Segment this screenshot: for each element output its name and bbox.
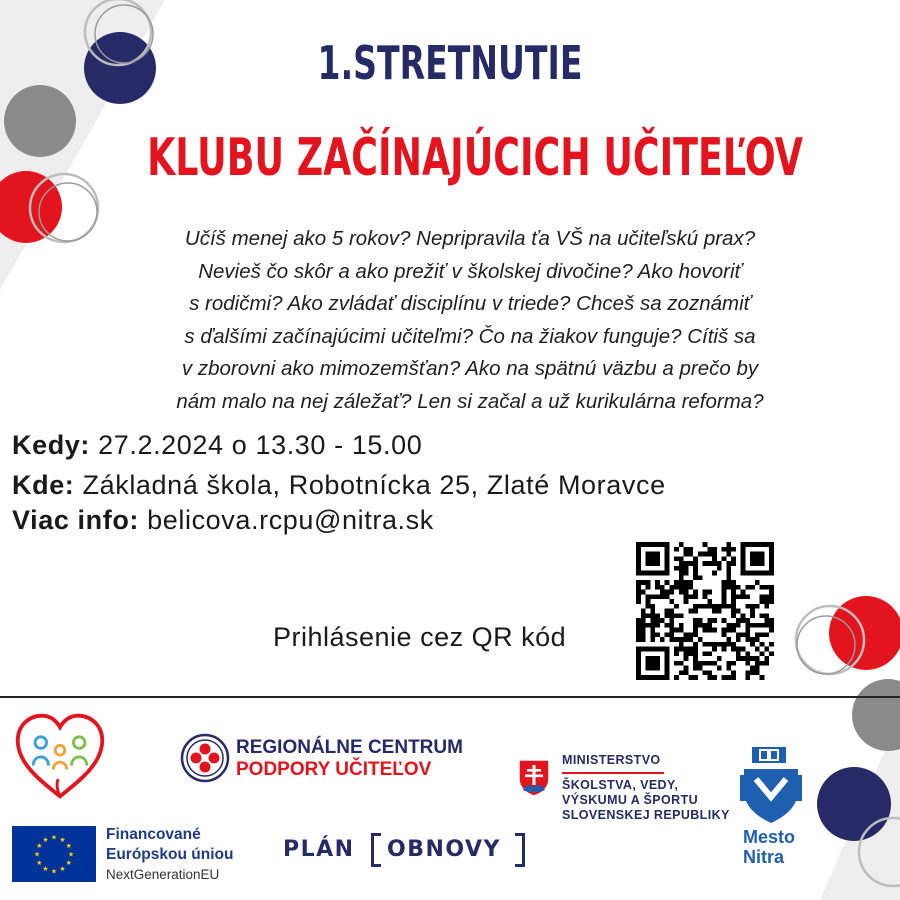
contact-email[interactable]: belicova.rcpu@nitra.sk <box>147 505 434 535</box>
eu-star: ★ <box>65 842 72 850</box>
intro-line: s rodičmi? Ako zvládať disciplínu v triede? Chceš sa zoznámiť <box>189 292 751 315</box>
event-date <box>12 430 422 461</box>
intro-line: Nevieš čo skôr a ako prežiť v školskej divočine? Ako hovoriť <box>198 259 742 283</box>
eu-star: ★ <box>50 833 58 842</box>
ministry-line1: MINISTERSTVO <box>562 753 661 767</box>
intro-line: s ďalšími začínajúcimi učiteľmi? Čo na žiakov funguje? Cítiš sa <box>184 324 756 348</box>
where-label: Kde: <box>12 470 75 500</box>
rcpu-name-line1: REGIONÁLNE CENTRUM <box>236 737 463 758</box>
rcpu-logo <box>180 733 510 787</box>
event-contact <box>12 505 434 536</box>
eu-line3: NextGenerationEU <box>106 867 220 882</box>
rcpu-name-line2: PODPORY UČITEĽOV <box>236 759 432 780</box>
ministry-line2: ŠKOLSTVA, VEDY, <box>562 778 679 792</box>
ministry-line4: SLOVENSKEJ REPUBLIKY <box>562 808 730 822</box>
footer-divider <box>0 696 900 698</box>
ministry-rule <box>562 772 664 774</box>
eu-star: ★ <box>67 850 75 859</box>
nitra-line1: Mesto <box>743 827 796 847</box>
event-location <box>12 470 666 501</box>
rcpu-emblem-icon <box>180 733 230 783</box>
gray-circle-right <box>852 679 900 751</box>
ministry-logo <box>518 753 748 825</box>
when-label: Kedy: <box>12 430 91 460</box>
eu-star: ★ <box>59 835 66 844</box>
intro-line: Učíš menej ako 5 rokov? Nepripravila ťa VŠ na učiteľskú prax? <box>184 227 756 250</box>
eu-line1: Financované <box>106 826 201 843</box>
heart-family-logo <box>12 708 108 804</box>
eu-star: ★ <box>42 835 49 844</box>
qr-code[interactable] <box>636 542 774 680</box>
intro-line: v zborovni ako mimozemšťan? Ako na spätnú väzbu a prečo by <box>181 357 759 380</box>
bracket-right <box>515 833 525 867</box>
eu-line2: Európskou úniou <box>106 846 234 863</box>
plan-word1: PLÁN <box>283 837 355 862</box>
eu-star: ★ <box>36 842 43 850</box>
registration-label: Prihlásenie cez QR kód <box>273 622 567 652</box>
where-value: Základná škola, Robotnícka 25, Zlaté Moravce <box>82 470 666 500</box>
eu-star: ★ <box>36 859 43 867</box>
plan-word2: OBNOVY <box>387 837 501 862</box>
eu-flag-icon <box>12 826 96 882</box>
nitra-coat-of-arms-icon <box>738 745 804 825</box>
info-label: Viac info: <box>12 505 140 535</box>
title-line-1: 1.STRETNUTIE <box>317 36 583 90</box>
gray-circle-left <box>4 85 76 157</box>
eu-star: ★ <box>65 859 72 867</box>
bracket-left <box>371 833 381 867</box>
eu-star: ★ <box>59 865 66 874</box>
slovak-coat-of-arms-icon <box>518 759 550 797</box>
eu-star: ★ <box>42 865 49 874</box>
when-value: 27.2.2024 o 13.30 - 15.00 <box>98 430 423 460</box>
intro-text <box>60 223 880 418</box>
title-line-2: KLUBU ZAČÍNAJÚCICH UČITEĽOV <box>147 128 803 188</box>
eu-star: ★ <box>33 850 41 859</box>
navy-circle-right <box>817 767 891 841</box>
nitra-logo <box>738 745 808 870</box>
intro-line: nám malo na nej záležať? Len si začal a už kurikulárna reforma? <box>176 389 764 413</box>
eu-star: ★ <box>50 867 58 876</box>
nitra-line2: Nitra <box>743 847 785 867</box>
ministry-line3: VÝSKUMU A ŠPORTU <box>562 793 699 807</box>
